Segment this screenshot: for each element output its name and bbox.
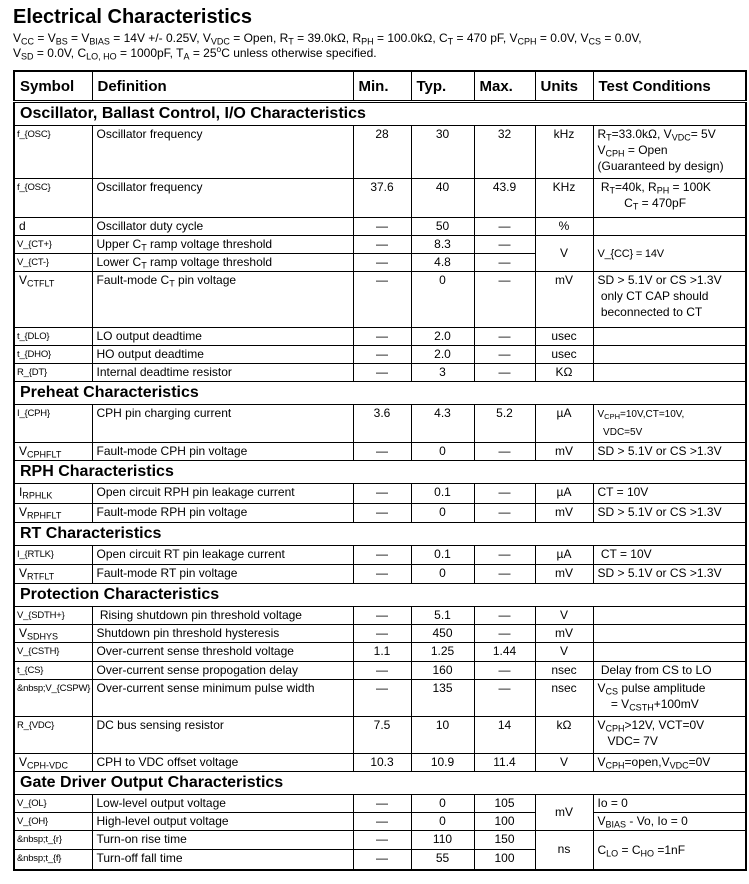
units-cell: V bbox=[535, 643, 593, 662]
max-cell: — bbox=[474, 443, 535, 461]
table-row bbox=[14, 643, 746, 662]
units-cell: usec bbox=[535, 346, 593, 364]
section-title: Preheat Characteristics bbox=[14, 382, 746, 405]
units-cell: % bbox=[535, 218, 593, 236]
units-cell: kHz bbox=[535, 126, 593, 179]
units-cell: mV bbox=[535, 272, 593, 328]
definition-cell: Fault-mode $C_T$ pin voltage bbox=[92, 272, 353, 328]
max-cell: — bbox=[474, 254, 535, 272]
test-conditions-cell: CT = 10V bbox=[593, 484, 746, 504]
symbol-cell: V_{SDTH+} bbox=[14, 607, 92, 625]
typ-cell: 50 bbox=[411, 218, 474, 236]
definition-cell: Oscillator duty cycle bbox=[92, 218, 353, 236]
max-cell: 5.2 bbox=[474, 405, 535, 443]
test-conditions-cell: $V_{CS}$ pulse amplitude = $V_{CSTH}+100mV$ bbox=[593, 680, 746, 717]
symbol-cell: t_{DLO} bbox=[14, 328, 92, 346]
symbol-cell: V_{CT-} bbox=[14, 254, 92, 272]
test-conditions-cell: $C_{LO} = C_{HO} =1nF$ bbox=[593, 831, 746, 870]
symbol-cell: $V_{RPHFLT}$ bbox=[14, 504, 92, 523]
section-title: Protection Characteristics bbox=[14, 584, 746, 607]
units-cell: usec bbox=[535, 328, 593, 346]
header-units: Units bbox=[535, 71, 593, 102]
typ-cell: 160 bbox=[411, 662, 474, 680]
test-conditions-cell: Delay from CS to LO bbox=[593, 662, 746, 680]
table-header-row bbox=[14, 71, 746, 102]
symbol-cell: d bbox=[14, 218, 92, 236]
table-row bbox=[14, 565, 746, 584]
test-conditions-cell bbox=[593, 364, 746, 382]
units-cell: V bbox=[535, 607, 593, 625]
definition-cell: Fault-mode RPH pin voltage bbox=[92, 504, 353, 523]
symbol-cell: V_{CSTH} bbox=[14, 643, 92, 662]
test-conditions-cell: $R_T=33.0k\Omega$, $V_{VDC}= 5V$ $V_{CPH}$ = Open (Guaranteed by design) bbox=[593, 126, 746, 179]
symbol-cell: $V_{SDHYS}$ bbox=[14, 625, 92, 643]
section-header-row bbox=[14, 584, 746, 607]
max-cell: 14 bbox=[474, 717, 535, 754]
test-conditions-cell: $V_{BIAS}$ - Vo, Io = 0 bbox=[593, 813, 746, 831]
definition-cell: Low-level output voltage bbox=[92, 795, 353, 813]
header-min: Min. bbox=[353, 71, 411, 102]
definition-cell: Over-current sense propogation delay bbox=[92, 662, 353, 680]
definition-cell: HO output deadtime bbox=[92, 346, 353, 364]
max-cell: 100 bbox=[474, 850, 535, 870]
table-row bbox=[14, 754, 746, 772]
max-cell: — bbox=[474, 625, 535, 643]
table-row bbox=[14, 795, 746, 813]
units-cell: mV bbox=[535, 565, 593, 584]
table-row bbox=[14, 236, 746, 254]
typ-cell: 10.9 bbox=[411, 754, 474, 772]
min-cell: — bbox=[353, 662, 411, 680]
header-typ: Typ. bbox=[411, 71, 474, 102]
test-conditions-line-1: $V_{CC} = V_{BS} = V_{BIAS} = 14V$ +/- 0.25V, $V_{VDC}$ = Open, $R_T = 39.0k\Omega$, $R_{PH} = 100.0k\Omega$, $C_T = 470$ pF, $V_{CPH} = 0.0V$, $V_{CS} = 0.0V$, bbox=[13, 31, 642, 47]
table-row bbox=[14, 218, 746, 236]
definition-cell: Open circuit RPH pin leakage current bbox=[92, 484, 353, 504]
definition-cell: DC bus sensing resistor bbox=[92, 717, 353, 754]
header-definition: Definition bbox=[92, 71, 353, 102]
max-cell: — bbox=[474, 364, 535, 382]
max-cell: 43.9 bbox=[474, 179, 535, 218]
min-cell: — bbox=[353, 272, 411, 328]
min-cell: — bbox=[353, 504, 411, 523]
test-conditions-cell: CT = 10V bbox=[593, 546, 746, 565]
definition-cell: Shutdown pin threshold hysteresis bbox=[92, 625, 353, 643]
units-cell: mV bbox=[535, 625, 593, 643]
table-row bbox=[14, 272, 746, 328]
min-cell: — bbox=[353, 328, 411, 346]
test-conditions-cell: SD > 5.1V or CS >1.3V only CT CAP should beconnected to CT bbox=[593, 272, 746, 328]
symbol-cell: $V_{CPH-VDC}$ bbox=[14, 754, 92, 772]
definition-cell: Internal deadtime resistor bbox=[92, 364, 353, 382]
typ-cell: 0.1 bbox=[411, 484, 474, 504]
max-cell: — bbox=[474, 218, 535, 236]
typ-cell: 0 bbox=[411, 504, 474, 523]
min-cell: — bbox=[353, 813, 411, 831]
header-test-conditions: Test Conditions bbox=[593, 71, 746, 102]
symbol-cell: $V_{CTFLT}$ bbox=[14, 272, 92, 328]
typ-cell: 0 bbox=[411, 565, 474, 584]
units-cell: mV bbox=[535, 504, 593, 523]
min-cell: — bbox=[353, 546, 411, 565]
units-cell: KΩ bbox=[535, 364, 593, 382]
table-row bbox=[14, 328, 746, 346]
typ-cell: 0 bbox=[411, 443, 474, 461]
typ-cell: 2.0 bbox=[411, 328, 474, 346]
section-header-row bbox=[14, 102, 746, 126]
typ-cell: 55 bbox=[411, 850, 474, 870]
definition-cell: CPH pin charging current bbox=[92, 405, 353, 443]
test-conditions-cell bbox=[593, 643, 746, 662]
max-cell: 150 bbox=[474, 831, 535, 850]
section-title: Oscillator, Ballast Control, I/O Characteristics bbox=[14, 102, 746, 126]
definition-cell: Turn-on rise time bbox=[92, 831, 353, 850]
max-cell: 100 bbox=[474, 813, 535, 831]
symbol-cell: I_{CPH} bbox=[14, 405, 92, 443]
min-cell: — bbox=[353, 565, 411, 584]
min-cell: — bbox=[353, 607, 411, 625]
min-cell: 28 bbox=[353, 126, 411, 179]
units-cell: µA bbox=[535, 546, 593, 565]
symbol-cell: V_{OH} bbox=[14, 813, 92, 831]
definition-cell: Lower $C_T$ ramp voltage threshold bbox=[92, 254, 353, 272]
section-header-row bbox=[14, 523, 746, 546]
test-conditions-cell bbox=[593, 328, 746, 346]
min-cell: 7.5 bbox=[353, 717, 411, 754]
units-cell: mV bbox=[535, 795, 593, 831]
test-conditions-cell: SD > 5.1V or CS >1.3V bbox=[593, 565, 746, 584]
symbol-cell: V_{CT+} bbox=[14, 236, 92, 254]
units-cell: nsec bbox=[535, 680, 593, 717]
min-cell: — bbox=[353, 625, 411, 643]
typ-cell: 5.1 bbox=[411, 607, 474, 625]
test-conditions-cell bbox=[593, 607, 746, 625]
definition-cell: High-level output voltage bbox=[92, 813, 353, 831]
typ-cell: 1.25 bbox=[411, 643, 474, 662]
max-cell: — bbox=[474, 484, 535, 504]
min-cell: — bbox=[353, 254, 411, 272]
max-cell: — bbox=[474, 662, 535, 680]
typ-cell: 10 bbox=[411, 717, 474, 754]
min-cell: — bbox=[353, 346, 411, 364]
max-cell: 1.44 bbox=[474, 643, 535, 662]
min-cell: 3.6 bbox=[353, 405, 411, 443]
units-cell: nsec bbox=[535, 662, 593, 680]
test-conditions-cell bbox=[593, 625, 746, 643]
typ-cell: 3 bbox=[411, 364, 474, 382]
test-conditions-cell bbox=[593, 346, 746, 364]
section-header-row bbox=[14, 772, 746, 795]
table-row bbox=[14, 484, 746, 504]
min-cell: — bbox=[353, 236, 411, 254]
symbol-cell: V_{OL} bbox=[14, 795, 92, 813]
definition-cell: Open circuit RT pin leakage current bbox=[92, 546, 353, 565]
table-row bbox=[14, 546, 746, 565]
test-conditions-cell bbox=[593, 218, 746, 236]
min-cell: — bbox=[353, 850, 411, 870]
symbol-cell: t_{CS} bbox=[14, 662, 92, 680]
min-cell: 37.6 bbox=[353, 179, 411, 218]
max-cell: 11.4 bbox=[474, 754, 535, 772]
symbol-cell: $V_{RTFLT}$ bbox=[14, 565, 92, 584]
min-cell: — bbox=[353, 795, 411, 813]
table-row bbox=[14, 625, 746, 643]
typ-cell: 4.3 bbox=[411, 405, 474, 443]
symbol-cell: t_{DHO} bbox=[14, 346, 92, 364]
typ-cell: 8.3 bbox=[411, 236, 474, 254]
units-cell: mV bbox=[535, 443, 593, 461]
definition-cell: LO output deadtime bbox=[92, 328, 353, 346]
units-cell: V bbox=[535, 754, 593, 772]
max-cell: 32 bbox=[474, 126, 535, 179]
symbol-cell: R_{DT} bbox=[14, 364, 92, 382]
table-row bbox=[14, 364, 746, 382]
table-row bbox=[14, 504, 746, 523]
max-cell: — bbox=[474, 546, 535, 565]
units-cell: V bbox=[535, 236, 593, 272]
units-cell: kΩ bbox=[535, 717, 593, 754]
symbol-cell: f_{OSC} bbox=[14, 179, 92, 218]
symbol-cell: R_{VDC} bbox=[14, 717, 92, 754]
section-header-row bbox=[14, 382, 746, 405]
symbol-cell: $I_{RPHLK}$ bbox=[14, 484, 92, 504]
max-cell: — bbox=[474, 504, 535, 523]
definition-cell: Turn-off fall time bbox=[92, 850, 353, 870]
table-row bbox=[14, 813, 746, 831]
max-cell: — bbox=[474, 272, 535, 328]
min-cell: 1.1 bbox=[353, 643, 411, 662]
test-conditions-cell: $V_{CPH}=10V,CT=10V$, VDC=5V bbox=[593, 405, 746, 443]
typ-cell: 30 bbox=[411, 126, 474, 179]
typ-cell: 40 bbox=[411, 179, 474, 218]
definition-cell: Oscillator frequency bbox=[92, 126, 353, 179]
test-conditions-cell: $V_{CPH}>12V$, VCT=0V VDC= 7V bbox=[593, 717, 746, 754]
definition-cell: Fault-mode CPH pin voltage bbox=[92, 443, 353, 461]
min-cell: — bbox=[353, 364, 411, 382]
symbol-cell: I_{RTLK} bbox=[14, 546, 92, 565]
test-conditions-cell: $R_T=40k$, $R_{PH} = 100K$ $C_T = 470pF$ bbox=[593, 179, 746, 218]
table-body bbox=[14, 102, 746, 870]
section-title: RPH Characteristics bbox=[14, 461, 746, 484]
definition-cell: Rising shutdown pin threshold voltage bbox=[92, 607, 353, 625]
symbol-cell: &nbsp;t_{r} bbox=[14, 831, 92, 850]
table-row bbox=[14, 405, 746, 443]
typ-cell: 2.0 bbox=[411, 346, 474, 364]
table-row bbox=[14, 717, 746, 754]
units-cell: µA bbox=[535, 484, 593, 504]
test-conditions-cell: $V_{CPH}=open,V_{VDC}=0V$ bbox=[593, 754, 746, 772]
typ-cell: 450 bbox=[411, 625, 474, 643]
max-cell: — bbox=[474, 680, 535, 717]
symbol-cell: f_{OSC} bbox=[14, 126, 92, 179]
definition-cell: Over-current sense minimum pulse width bbox=[92, 680, 353, 717]
typ-cell: 0.1 bbox=[411, 546, 474, 565]
test-conditions-cell: SD > 5.1V or CS >1.3V bbox=[593, 504, 746, 523]
min-cell: — bbox=[353, 443, 411, 461]
max-cell: — bbox=[474, 565, 535, 584]
max-cell: — bbox=[474, 236, 535, 254]
table-row bbox=[14, 680, 746, 717]
definition-cell: Over-current sense threshold voltage bbox=[92, 643, 353, 662]
typ-cell: 0 bbox=[411, 272, 474, 328]
header-max: Max. bbox=[474, 71, 535, 102]
symbol-cell: &nbsp;t_{f} bbox=[14, 850, 92, 870]
typ-cell: 4.8 bbox=[411, 254, 474, 272]
definition-cell: Upper $C_T$ ramp voltage threshold bbox=[92, 236, 353, 254]
test-conditions-line-2: $V_{SD} = 0.0V$, $C_{LO, HO} = 1000pF$, $T_A = 25^oC$ unless otherwise specified. bbox=[13, 44, 377, 62]
units-cell: ns bbox=[535, 831, 593, 870]
units-cell: µA bbox=[535, 405, 593, 443]
typ-cell: 0 bbox=[411, 813, 474, 831]
table-row bbox=[14, 443, 746, 461]
table-row bbox=[14, 662, 746, 680]
typ-cell: 0 bbox=[411, 795, 474, 813]
table-row bbox=[14, 126, 746, 179]
max-cell: — bbox=[474, 607, 535, 625]
min-cell: — bbox=[353, 218, 411, 236]
page-title: Electrical Characteristics bbox=[13, 6, 253, 28]
min-cell: — bbox=[353, 680, 411, 717]
max-cell: — bbox=[474, 346, 535, 364]
section-title: RT Characteristics bbox=[14, 523, 746, 546]
section-header-row bbox=[14, 461, 746, 484]
symbol-cell: $V_{CPHFLT}$ bbox=[14, 443, 92, 461]
definition-cell: CPH to VDC offset voltage bbox=[92, 754, 353, 772]
electrical-characteristics-table bbox=[13, 70, 747, 871]
min-cell: — bbox=[353, 484, 411, 504]
test-conditions-cell: SD > 5.1V or CS >1.3V bbox=[593, 443, 746, 461]
definition-cell: Oscillator frequency bbox=[92, 179, 353, 218]
typ-cell: 135 bbox=[411, 680, 474, 717]
max-cell: — bbox=[474, 328, 535, 346]
min-cell: — bbox=[353, 831, 411, 850]
max-cell: 105 bbox=[474, 795, 535, 813]
definition-cell: Fault-mode RT pin voltage bbox=[92, 565, 353, 584]
header-symbol: Symbol bbox=[14, 71, 92, 102]
table-row bbox=[14, 831, 746, 850]
section-title: Gate Driver Output Characteristics bbox=[14, 772, 746, 795]
test-conditions-cell: Io = 0 bbox=[593, 795, 746, 813]
table-row bbox=[14, 346, 746, 364]
typ-cell: 110 bbox=[411, 831, 474, 850]
table-row bbox=[14, 179, 746, 218]
min-cell: 10.3 bbox=[353, 754, 411, 772]
symbol-cell: &nbsp;V_{CSPW} bbox=[14, 680, 92, 717]
table-row bbox=[14, 607, 746, 625]
test-conditions-cell: V_{CC} = 14V bbox=[593, 236, 746, 272]
units-cell: KHz bbox=[535, 179, 593, 218]
